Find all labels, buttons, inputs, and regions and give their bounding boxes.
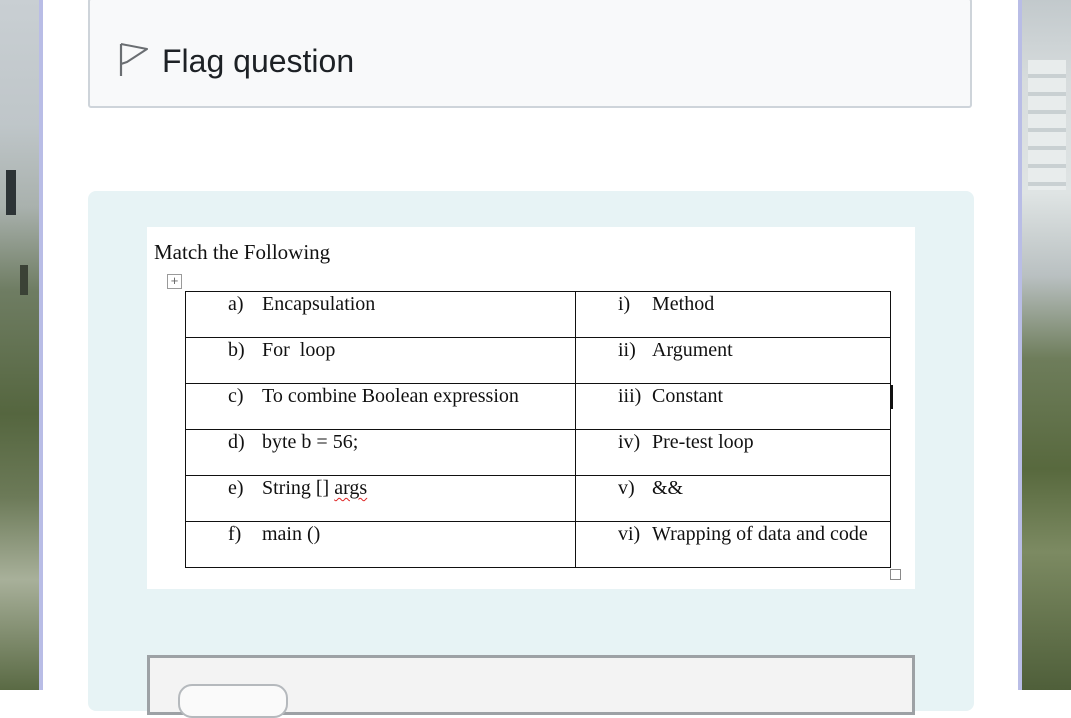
question-info-box (88, 0, 972, 108)
item-d-number: d) (228, 431, 245, 453)
question-image (147, 227, 915, 589)
option-v-number: v) (618, 477, 635, 499)
table-row (186, 384, 891, 430)
text-cursor (891, 385, 893, 409)
spellcheck-word: args (334, 477, 368, 499)
option-iv-number: iv) (618, 431, 641, 453)
item-d-text: byte b = 56; (262, 431, 359, 453)
answer-box (147, 655, 915, 715)
table-row (186, 476, 891, 522)
item-e-text (262, 477, 367, 500)
table-row (186, 338, 891, 384)
option-iii-number: iii) (618, 385, 642, 407)
item-b-number: b) (228, 339, 245, 361)
table-row (186, 522, 891, 568)
option-iv-text: Pre-test loop (652, 431, 754, 453)
question-title: Match the Following (154, 240, 331, 264)
item-f-text: main () (262, 523, 321, 545)
table-resize-handle-icon (890, 569, 901, 580)
option-ii-number: ii) (618, 339, 636, 361)
item-c-number: c) (228, 385, 244, 407)
item-e-number: e) (228, 477, 244, 499)
option-vi-text: Wrapping of data and code (652, 523, 868, 545)
table-row (186, 430, 891, 476)
table-row (186, 292, 891, 338)
option-i-text: Method (652, 293, 715, 315)
option-vi-number: vi) (618, 523, 641, 545)
item-b-text: For loop (262, 339, 336, 361)
option-v-text: && (652, 477, 684, 499)
table-move-handle-icon: + (167, 274, 182, 289)
match-table (185, 291, 891, 568)
option-ii-text: Argument (652, 339, 733, 361)
item-e-text-main: String [] (262, 477, 335, 499)
item-f-number: f) (228, 523, 242, 545)
option-i-number: i) (618, 293, 631, 315)
flag-icon (116, 40, 150, 83)
item-c-text: To combine Boolean expression (262, 385, 519, 407)
flag-question-link[interactable] (116, 40, 354, 83)
page-frame-right (1018, 0, 1022, 690)
answer-select[interactable] (178, 684, 288, 718)
item-a-text: Encapsulation (262, 293, 376, 315)
item-a-number: a) (228, 293, 244, 315)
background-photo-left (0, 0, 40, 690)
option-iii-text: Constant (652, 385, 724, 407)
flag-question-label: Flag question (162, 43, 355, 79)
background-photo-right (1022, 0, 1071, 690)
